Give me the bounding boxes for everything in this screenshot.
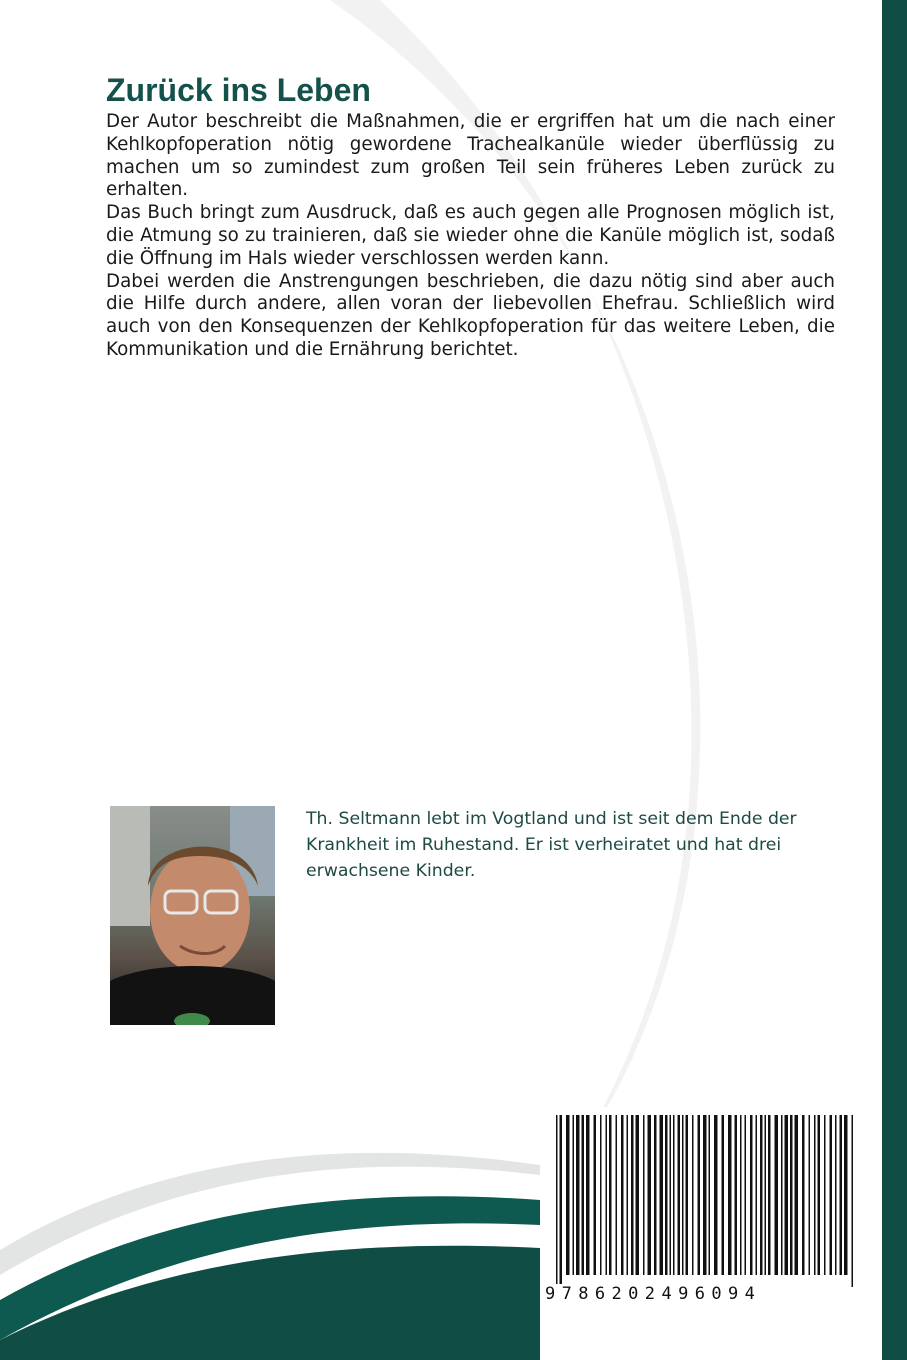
author-photo (110, 806, 275, 1025)
barcode-bar (643, 1115, 645, 1275)
barcode-bar (600, 1115, 602, 1275)
barcode-bar (722, 1115, 725, 1275)
barcode-bar (670, 1115, 672, 1275)
barcode-bar (835, 1115, 837, 1275)
barcode-bar (566, 1115, 570, 1275)
barcode-bar (692, 1115, 694, 1275)
barcode-bar (852, 1115, 854, 1287)
barcode-bar (795, 1115, 799, 1275)
barcode-bar (573, 1115, 575, 1275)
barcode-bar (660, 1115, 664, 1275)
barcode-bar (709, 1115, 711, 1275)
blurb-paragraph: Dabei werden die Anstrengungen beschrieben, die dazu nötig sind aber auch die Hilfe durch andere, allen voran der liebevollen Ehefrau. Schließlich wird auch von den Konsequenzen der Kehlkopfoperation für das weitere Leben, die Kommunikation und die Ernährung berichtet. (106, 270, 835, 360)
barcode-bar (745, 1115, 747, 1275)
barcode-bar (665, 1115, 668, 1275)
barcode-bar (627, 1115, 629, 1275)
barcode-bar (714, 1115, 718, 1275)
barcode-bar (840, 1115, 843, 1275)
barcode-bar (735, 1115, 738, 1275)
barcode-bar (654, 1115, 657, 1275)
barcode-bar (740, 1115, 742, 1275)
barcode-bar (728, 1115, 732, 1275)
barcode-bar (750, 1115, 753, 1275)
barcode-bar (781, 1115, 783, 1275)
barcode-bar (673, 1115, 675, 1275)
barcode-bar (765, 1115, 767, 1275)
barcode-bar (556, 1115, 558, 1287)
author-bio: Th. Seltmann lebt im Vogtland und ist seit dem Ende der Krankheit im Ruhestand. Er ist verheiratet und hat drei erwachsene Kinder. (306, 809, 797, 881)
barcode-bar (809, 1115, 811, 1275)
barcode-bar (621, 1115, 624, 1275)
barcode-bar (631, 1115, 634, 1275)
barcode-bar (686, 1115, 689, 1275)
barcode-bar (830, 1115, 833, 1275)
barcode-bar (606, 1115, 608, 1275)
book-title: Zurück ins Leben (106, 72, 371, 108)
barcode-bar (824, 1115, 826, 1275)
barcode-bar (818, 1115, 821, 1275)
barcode-bar (616, 1115, 618, 1275)
barcode-bar (814, 1115, 816, 1275)
barcode-bar (582, 1115, 585, 1275)
blurb-paragraph: Das Buch bringt zum Ausdruck, daß es auch gegen alle Prognosen möglich ist, die Atmung so zu trainieren, daß sie wieder ohne die Kanüle möglich ist, sodaß die Öffnung im Hals wieder verschlossen werden kann. (106, 202, 835, 269)
barcode-bar (756, 1115, 758, 1275)
barcode-bar (586, 1115, 590, 1275)
barcode-bar (775, 1115, 779, 1275)
barcode-bar (576, 1115, 580, 1275)
barcode-bar (560, 1115, 563, 1287)
barcode-bar (844, 1115, 848, 1275)
isbn-number: 9786202496094 (543, 1284, 847, 1306)
blurb-paragraph: Der Autor beschreibt die Maßnahmen, die er ergriffen hat um die nach einer Kehlkopfoperation nötig gewordene Trachealkanüle wieder überflüssig zu machen um so zumindest zum großen Teil sein früheres Leben zurück zu erhalten. (106, 111, 835, 201)
barcode-bar (682, 1115, 684, 1275)
barcode-bar (785, 1115, 789, 1275)
barcode-bar (678, 1115, 681, 1275)
green-spine-band (882, 0, 907, 1360)
barcode-bar (609, 1115, 612, 1275)
barcode-bar (594, 1115, 597, 1275)
barcode-bar (768, 1115, 771, 1275)
book-blurb (106, 111, 835, 362)
barcode-bar (636, 1115, 640, 1275)
barcode-bar (703, 1115, 707, 1275)
barcode-bar (648, 1115, 652, 1275)
barcode-bar (802, 1115, 805, 1275)
barcode-bar (790, 1115, 793, 1275)
barcode-bar (698, 1115, 701, 1275)
barcode-bar (760, 1115, 763, 1275)
